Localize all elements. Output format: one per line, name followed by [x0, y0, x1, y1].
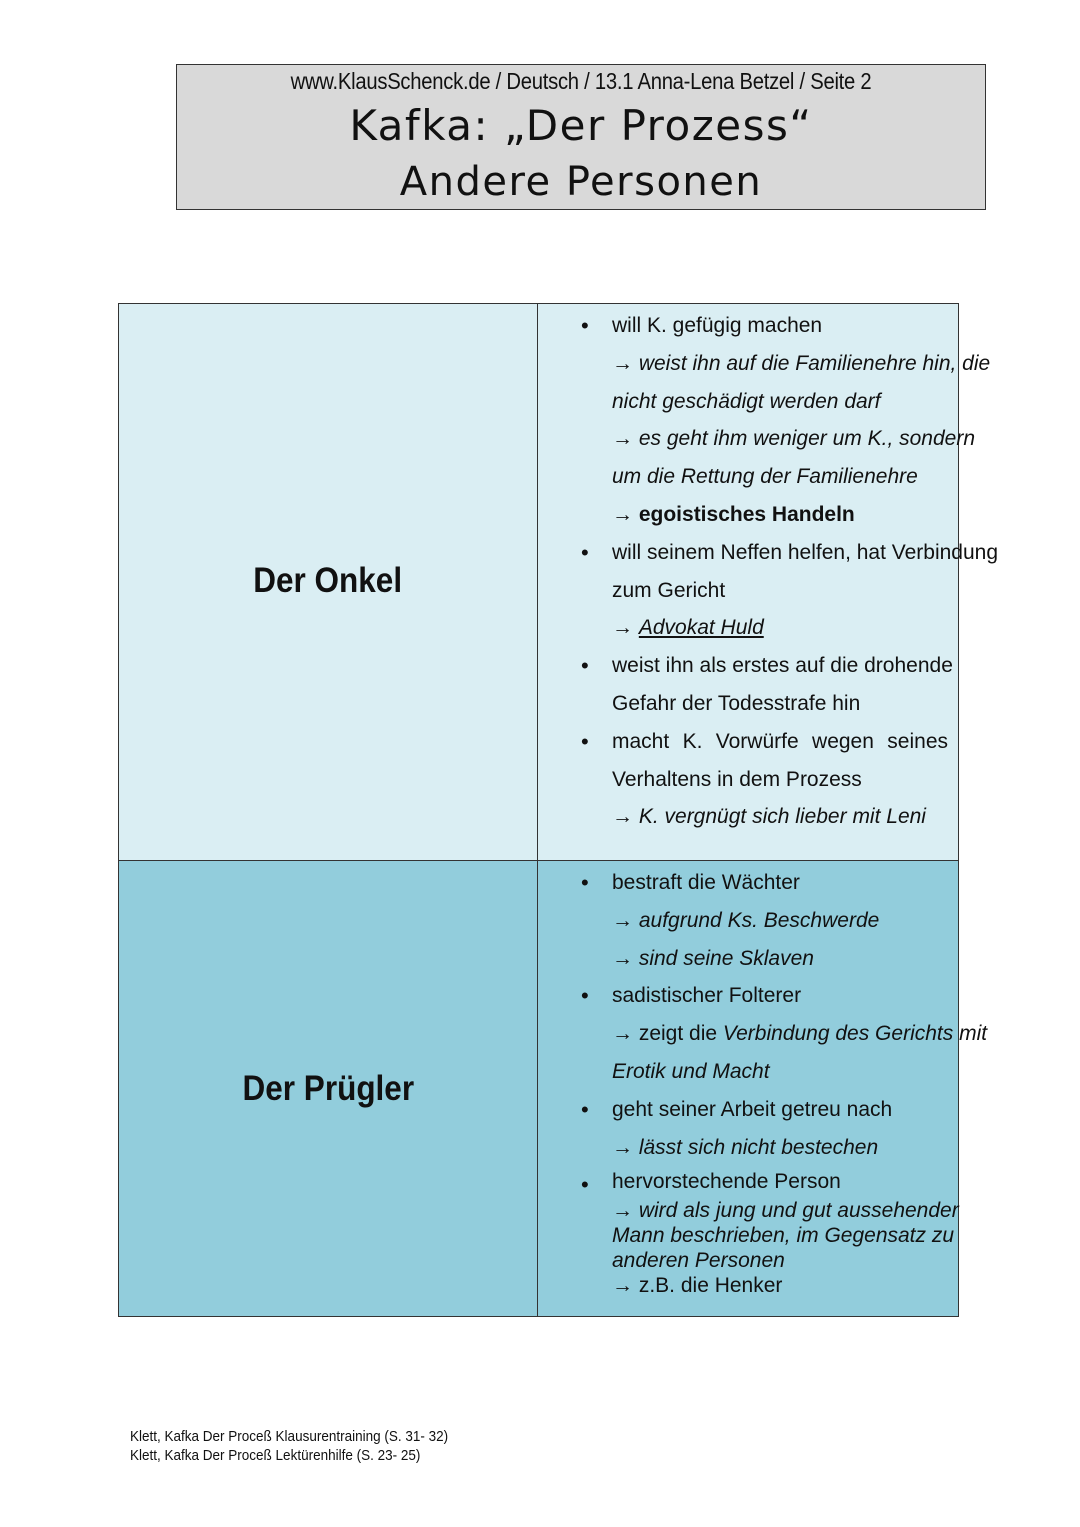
- description-line: anderen Personen: [612, 1249, 785, 1273]
- header-source: www.KlausSchenck.de / Deutsch / 13.1 Anna-Lena Betzel / Seite 2: [290, 68, 872, 94]
- description-line: → weist ihn auf die Familienehre hin, die: [612, 351, 991, 375]
- description-line: → aufgrund Ks. Beschwerde: [612, 908, 880, 932]
- description-line: weist ihn als erstes auf die drohende: [612, 654, 953, 678]
- description-line: geht seiner Arbeit getreu nach: [612, 1097, 893, 1121]
- list-item: [538, 1166, 959, 1298]
- bullet-icon: •: [581, 870, 589, 895]
- bullet-icon: •: [581, 728, 589, 754]
- emphasis-text: Verbindung des Gerichts mit: [722, 1022, 988, 1046]
- character-name: Der Prügler: [242, 1068, 414, 1108]
- description-line: [612, 609, 948, 647]
- list-item: [538, 977, 988, 1090]
- character-table: [118, 303, 999, 1317]
- description-line: nicht geschädigt werden darf: [612, 389, 881, 413]
- description-line: Verhaltens in dem Prozess: [612, 767, 862, 791]
- bullet-icon: •: [581, 1172, 589, 1198]
- description-line: hervorstechende Person: [612, 1170, 841, 1194]
- list-item: [538, 534, 999, 647]
- underlined-text: Advokat Huld: [638, 616, 764, 640]
- description-line: will K. gefügig machen: [612, 314, 823, 337]
- description-line: → wird als jung und gut aussehender: [612, 1199, 959, 1223]
- bullet-icon: •: [581, 1096, 589, 1122]
- bullet-icon: •: [581, 653, 589, 679]
- description-line: bestraft die Wächter: [612, 871, 800, 894]
- description-line: → z.B. die Henker: [612, 1274, 783, 1298]
- description-line: → es geht ihm weniger um K., sondern: [612, 427, 976, 451]
- document-subtitle: Andere Personen: [399, 159, 763, 205]
- header-box: [176, 64, 986, 210]
- arrow-icon: →: [612, 616, 639, 640]
- footer-reference: Klett, Kafka Der Proceß Klausurentraining (S. 31- 32): [130, 1428, 449, 1445]
- description-line: [612, 496, 948, 534]
- description-line: [612, 1015, 988, 1053]
- bullet-icon: •: [581, 983, 589, 1009]
- description-line: → K. vergnügt sich lieber mit Leni: [612, 805, 926, 829]
- footer-reference: Klett, Kafka Der Proceß Lektürenhilfe (S. 23- 25): [130, 1447, 421, 1464]
- bullet-icon: •: [581, 539, 589, 565]
- arrow-icon: →: [612, 502, 639, 526]
- character-name-cell: [119, 304, 538, 861]
- character-description-cell: [538, 304, 999, 861]
- description-line: um die Rettung der Familienehre: [612, 465, 918, 489]
- description-line: → lässt sich nicht bestechen: [612, 1135, 879, 1159]
- list-item: [538, 1091, 948, 1167]
- description-line: Erotik und Macht: [612, 1059, 770, 1083]
- list-item: [538, 647, 953, 723]
- character-description-cell: [538, 861, 988, 1317]
- table-row: [119, 861, 959, 1317]
- emphasis-text: egoistisches Handeln: [638, 502, 855, 526]
- bullet-icon: •: [581, 313, 589, 338]
- description-line: sadistischer Folterer: [612, 984, 802, 1008]
- character-name-cell: [119, 861, 538, 1317]
- list-item: [538, 307, 991, 534]
- list-item: [538, 864, 948, 977]
- table-row: [119, 304, 959, 861]
- description-line: macht K. Vorwürfe wegen seines: [612, 729, 948, 753]
- description-list: [538, 864, 988, 1298]
- description-list: [538, 307, 999, 836]
- source-footer: [130, 1427, 448, 1465]
- list-item: [538, 723, 948, 836]
- description-line: will seinem Neffen helfen, hat Verbindung: [612, 540, 999, 564]
- document-title: Kafka: „Der Prozess“: [349, 101, 813, 150]
- character-name: Der Onkel: [253, 561, 403, 600]
- arrow-text: → zeigt die: [612, 1022, 723, 1046]
- description-line: Mann beschrieben, im Gegensatz zu: [612, 1224, 955, 1248]
- description-line: Gefahr der Todesstrafe hin: [612, 691, 861, 715]
- description-line: zum Gericht: [612, 578, 726, 602]
- description-line: → sind seine Sklaven: [612, 946, 814, 970]
